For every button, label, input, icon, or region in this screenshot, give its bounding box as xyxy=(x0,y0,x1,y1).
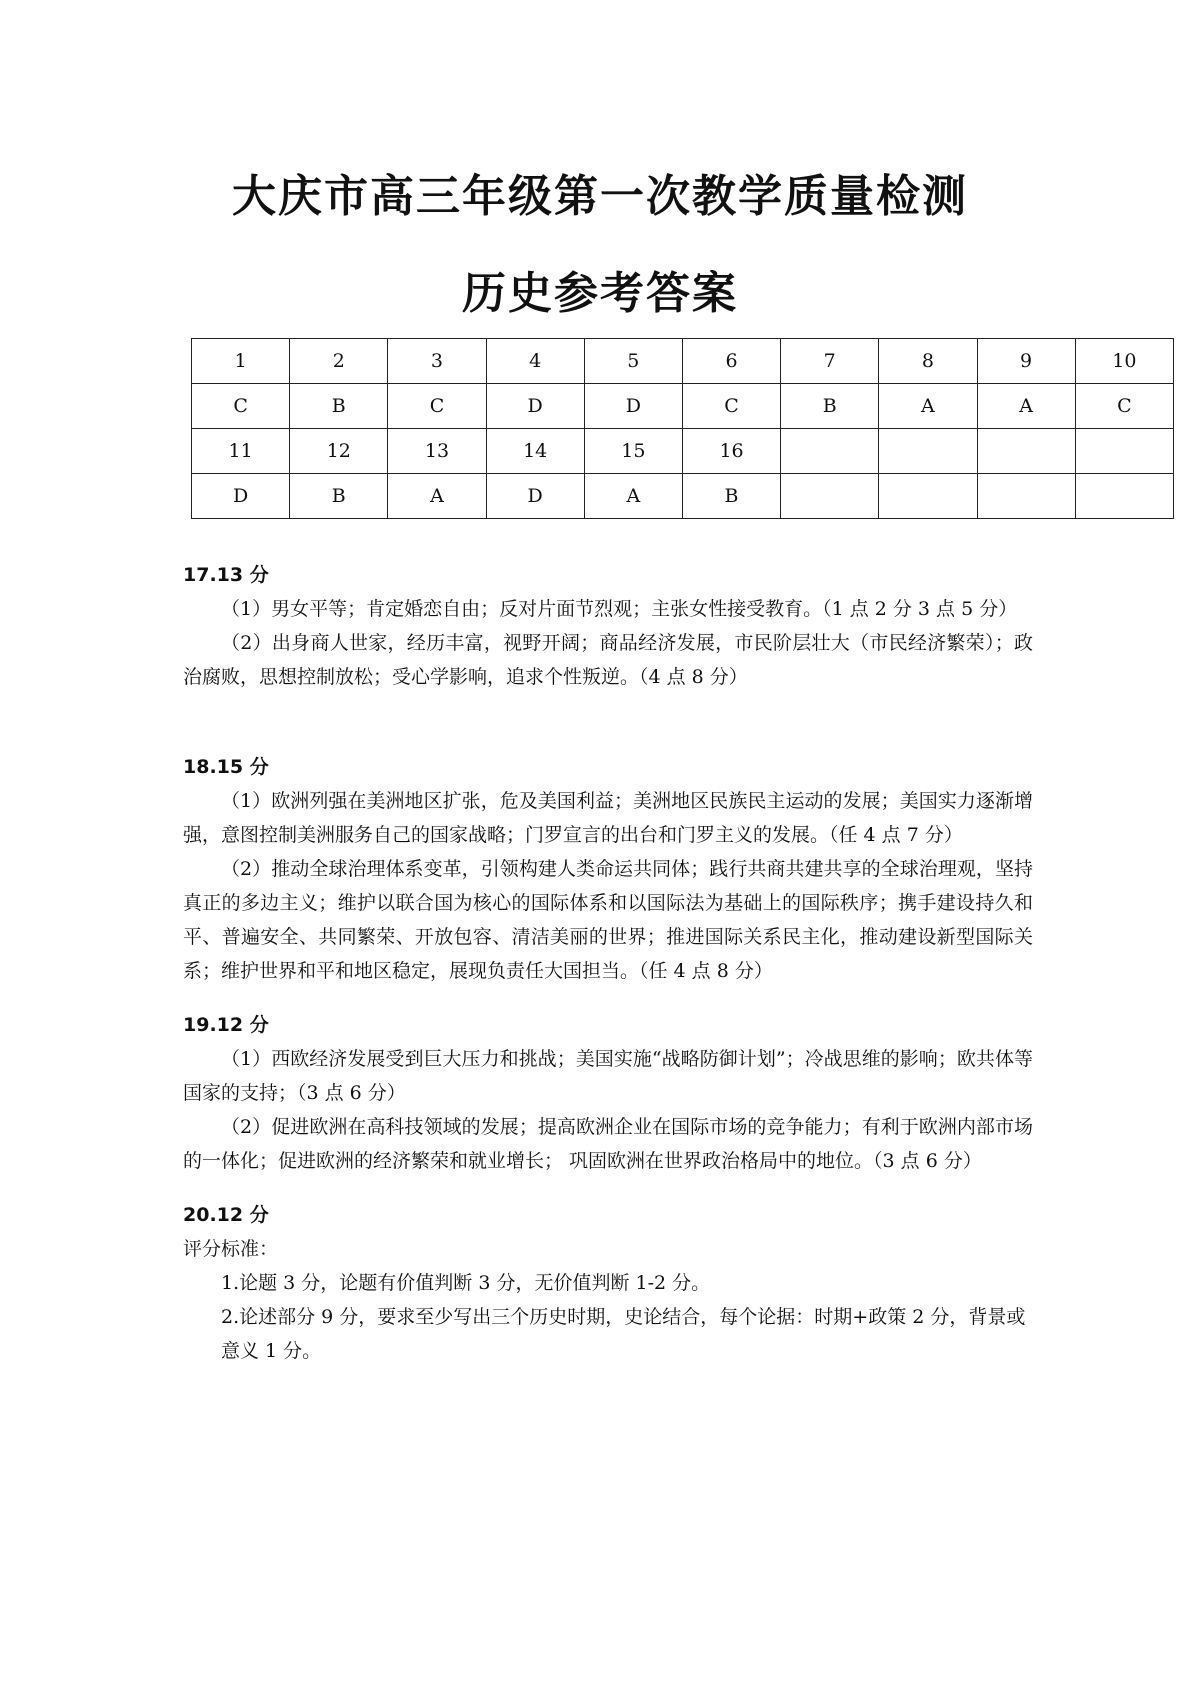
answer-cell: C xyxy=(388,384,486,429)
answer-cell xyxy=(977,474,1075,519)
question-number-cell xyxy=(1075,429,1173,474)
answer-cell: A xyxy=(879,384,977,429)
question-number-cell: 16 xyxy=(682,429,780,474)
question-number-row xyxy=(192,429,1174,474)
answer-row xyxy=(192,474,1174,519)
answer-cell xyxy=(781,474,879,519)
answer-cell: B xyxy=(290,474,388,519)
answer-cell: D xyxy=(584,384,682,429)
question-number-cell: 10 xyxy=(1075,339,1173,384)
q17-part1: （1）男女平等；肯定婚恋自由；反对片面节烈观；主张女性接受教育。（1 点 2 分 3 点 5 分） xyxy=(221,598,1018,620)
question-number-cell: 3 xyxy=(388,339,486,384)
page-title: 大庆市高三年级第一次教学质量检测 xyxy=(232,171,968,222)
q20-heading: 20.12 分 xyxy=(183,1204,269,1226)
q18-part2: （2）推动全球治理体系变革，引领构建人类命运共同体；践行共商共建共享的全球治理观，坚持真正的多边主义；维护以联合国为核心的国际体系和以国际法为基础上的国际秩序；携手建设持久和平、普遍安全、共同繁荣、开放包容、清洁美丽的世界；推进国际关系民主化，推动建设新型国际关系；维护世界和平和地区稳定，展现负责任大国担当。（任 4 点 8 分） xyxy=(183,858,1033,982)
answer-cell: D xyxy=(192,474,290,519)
question-number-cell: 4 xyxy=(486,339,584,384)
answer-cell: C xyxy=(192,384,290,429)
question-number-cell: 7 xyxy=(781,339,879,384)
answer-cell xyxy=(1075,474,1173,519)
answer-cell: B xyxy=(781,384,879,429)
answer-row xyxy=(192,384,1174,429)
q17-heading: 17.13 分 xyxy=(183,564,269,586)
answer-cell: A xyxy=(388,474,486,519)
q19-part1: （1）西欧经济发展受到巨大压力和挑战；美国实施“战略防御计划”；冷战思维的影响；欧共体等国家的支持；（3 点 6 分） xyxy=(183,1048,1033,1104)
answer-cell: C xyxy=(1075,384,1173,429)
question-number-cell: 5 xyxy=(584,339,682,384)
question-number-cell: 11 xyxy=(192,429,290,474)
question-number-cell xyxy=(781,429,879,474)
q20-criteria-label: 评分标准： xyxy=(183,1238,279,1260)
q20-criterion-2: 2.论述部分 9 分，要求至少写出三个历史时期，史论结合，每个论据：时期+政策 2 分，背景或意义 1 分。 xyxy=(221,1306,1026,1362)
question-number-cell: 14 xyxy=(486,429,584,474)
q18-heading: 18.15 分 xyxy=(183,756,269,778)
answer-cell: D xyxy=(486,474,584,519)
question-number-cell xyxy=(977,429,1075,474)
answer-cell: A xyxy=(584,474,682,519)
question-number-cell: 13 xyxy=(388,429,486,474)
question-number-cell: 1 xyxy=(192,339,290,384)
answer-cell: B xyxy=(290,384,388,429)
question-number-cell: 15 xyxy=(584,429,682,474)
answer-cell xyxy=(879,474,977,519)
answer-content xyxy=(183,558,1033,1368)
page-subtitle: 历史参考答案 xyxy=(462,268,738,319)
q20-criterion-1: 1.论题 3 分，论题有价值判断 3 分，无价值判断 1-2 分。 xyxy=(221,1272,711,1294)
question-number-cell xyxy=(879,429,977,474)
answer-cell: D xyxy=(486,384,584,429)
answer-cell: A xyxy=(977,384,1075,429)
answer-table xyxy=(191,338,1174,519)
question-number-cell: 12 xyxy=(290,429,388,474)
question-number-row xyxy=(192,339,1174,384)
answer-cell: B xyxy=(682,474,780,519)
q19-heading: 19.12 分 xyxy=(183,1014,269,1036)
question-number-cell: 8 xyxy=(879,339,977,384)
question-number-cell: 9 xyxy=(977,339,1075,384)
q17-part2: （2）出身商人世家，经历丰富，视野开阔；商品经济发展，市民阶层壮大（市民经济繁荣）；政治腐败，思想控制放松；受心学影响，追求个性叛逆。（4 点 8 分） xyxy=(183,632,1033,688)
q18-part1: （1）欧洲列强在美洲地区扩张，危及美国利益；美洲地区民族民主运动的发展；美国实力逐渐增强，意图控制美洲服务自己的国家战略；门罗宣言的出台和门罗主义的发展。（任 4 点 7 分） xyxy=(183,790,1033,846)
q19-part2: （2）促进欧洲在高科技领域的发展；提高欧洲企业在国际市场的竞争能力；有利于欧洲内部市场的一体化；促进欧洲的经济繁荣和就业增长； 巩固欧洲在世界政治格局中的地位。（3 点 6 分） xyxy=(183,1116,1033,1172)
answer-cell: C xyxy=(682,384,780,429)
question-number-cell: 2 xyxy=(290,339,388,384)
question-number-cell: 6 xyxy=(682,339,780,384)
